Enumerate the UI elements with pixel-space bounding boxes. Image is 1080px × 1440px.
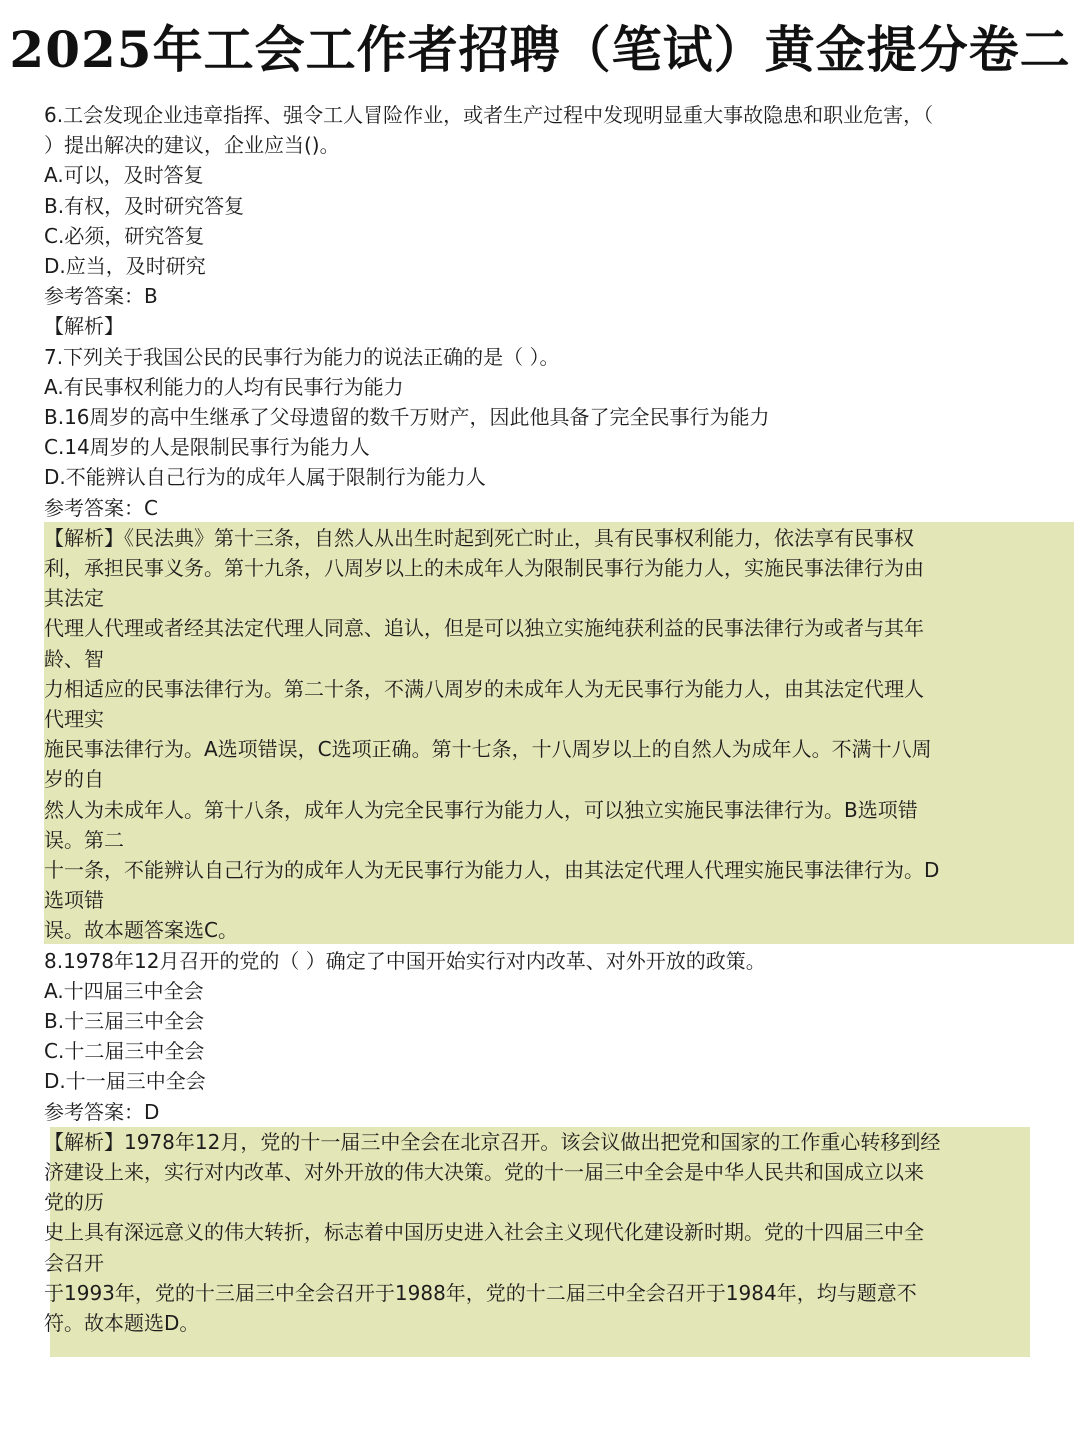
question-7-explanation: 龄、智	[44, 646, 104, 671]
question-7-explanation: 力相适应的民事法律行为。第二十条，不满八周岁的未成年人为无民事行为能力人，由其法定代理人	[44, 676, 924, 701]
question-6-stem: 6.工会发现企业违章指挥、强令工人冒险作业，或者生产过程中发现明显重大事故隐患和职业危害，（	[44, 103, 934, 127]
question-8-explanation: 党的历	[44, 1190, 104, 1215]
question-7-explanation: 【解析】《民法典》第十三条，自然人从出生时起到死亡时止，具有民事权利能力，依法享有民事权	[44, 525, 914, 550]
question-7-stem: 7.下列关于我国公民的民事行为能力的说法正确的是（ ）。	[44, 344, 560, 369]
question-7-explanation: 十一条，不能辨认自己行为的成年人为无民事行为能力人，由其法定代理人代理实施民事法律行为。D	[44, 858, 940, 882]
question-6-option-a: A.可以，及时答复	[44, 163, 204, 188]
question-7-explanation: 施民事法律行为。A选项错误，C选项正确。第十七条，十八周岁以上的自然人为成年人。不满十八周	[44, 737, 932, 762]
page-title: 2025年工会工作者招聘（笔试）黄金提分卷二	[9, 20, 1071, 79]
question-8-explanation: 济建设上来，实行对内改革、对外开放的伟大决策。党的十一届三中全会是中华人民共和国成立以来	[44, 1160, 924, 1184]
question-7-answer: 参考答案：C	[44, 495, 158, 520]
question-7-explanation: 然人为未成年人。第十八条，成年人为完全民事行为能力人，可以独立实施民事法律行为。B选项错	[44, 797, 918, 822]
question-8-explanation: 会召开	[44, 1250, 104, 1275]
question-8-option-a: A.十四届三中全会	[44, 978, 204, 1003]
question-6-option-c: C.必须，研究答复	[44, 223, 205, 248]
question-8-option-c: C.十二届三中全会	[44, 1039, 205, 1064]
question-7-explanation: 代理实	[44, 707, 104, 731]
question-8-explanation: 符。故本题选D。	[44, 1311, 200, 1335]
question-7-option-c: C.14周岁的人是限制民事行为能力人	[44, 435, 370, 460]
question-7-explanation: 利，承担民事义务。第十九条，八周岁以上的未成年人为限制民事行为能力人，实施民事法律行为由	[44, 556, 924, 580]
question-7-explanation: 岁的自	[44, 767, 104, 792]
question-7-explanation: 误。故本题答案选C。	[44, 918, 238, 943]
question-6-option-b: B.有权，及时研究答复	[44, 193, 245, 218]
question-8-option-d: D.十一届三中全会	[44, 1069, 206, 1094]
question-7-explanation: 其法定	[44, 586, 104, 611]
question-8-explanation: 于1993年，党的十三届三中全会召开于1988年，党的十二届三中全会召开于1984年，均与题意不	[44, 1280, 917, 1305]
question-6-explanation: 【解析】	[44, 314, 124, 339]
question-7-option-d: D.不能辨认自己行为的成年人属于限制行为能力人	[44, 465, 486, 490]
question-8-option-b: B.十三届三中全会	[44, 1009, 205, 1033]
question-7-explanation: 误。第二	[44, 827, 124, 852]
question-7-explanation: 选项错	[44, 888, 104, 913]
question-8-stem: 8.1978年12月召开的党的（ ）确定了中国开始实行对内改革、对外开放的政策。	[44, 948, 766, 973]
question-6-stem: ）提出解决的建议，企业应当()。	[44, 133, 340, 158]
question-6-answer: 参考答案：B	[44, 284, 158, 309]
question-7-option-b: B.16周岁的高中生继承了父母遗留的数千万财产，因此他具备了完全民事行为能力	[44, 405, 770, 429]
question-7-explanation: 代理人代理或者经其法定代理人同意、追认，但是可以独立实施纯获利益的民事法律行为或者与其年	[44, 616, 924, 641]
question-8-explanation: 史上具有深远意义的伟大转折，标志着中国历史进入社会主义现代化建设新时期。党的十四届三中全	[44, 1220, 924, 1245]
question-8-answer: 参考答案：D	[44, 1099, 160, 1124]
question-7-option-a: A.有民事权利能力的人均有民事行为能力	[44, 374, 404, 399]
question-8-explanation: 【解析】1978年12月，党的十一届三中全会在北京召开。该会议做出把党和国家的工作重心转移到经	[44, 1129, 941, 1154]
question-6-option-d: D.应当，及时研究	[44, 254, 206, 278]
